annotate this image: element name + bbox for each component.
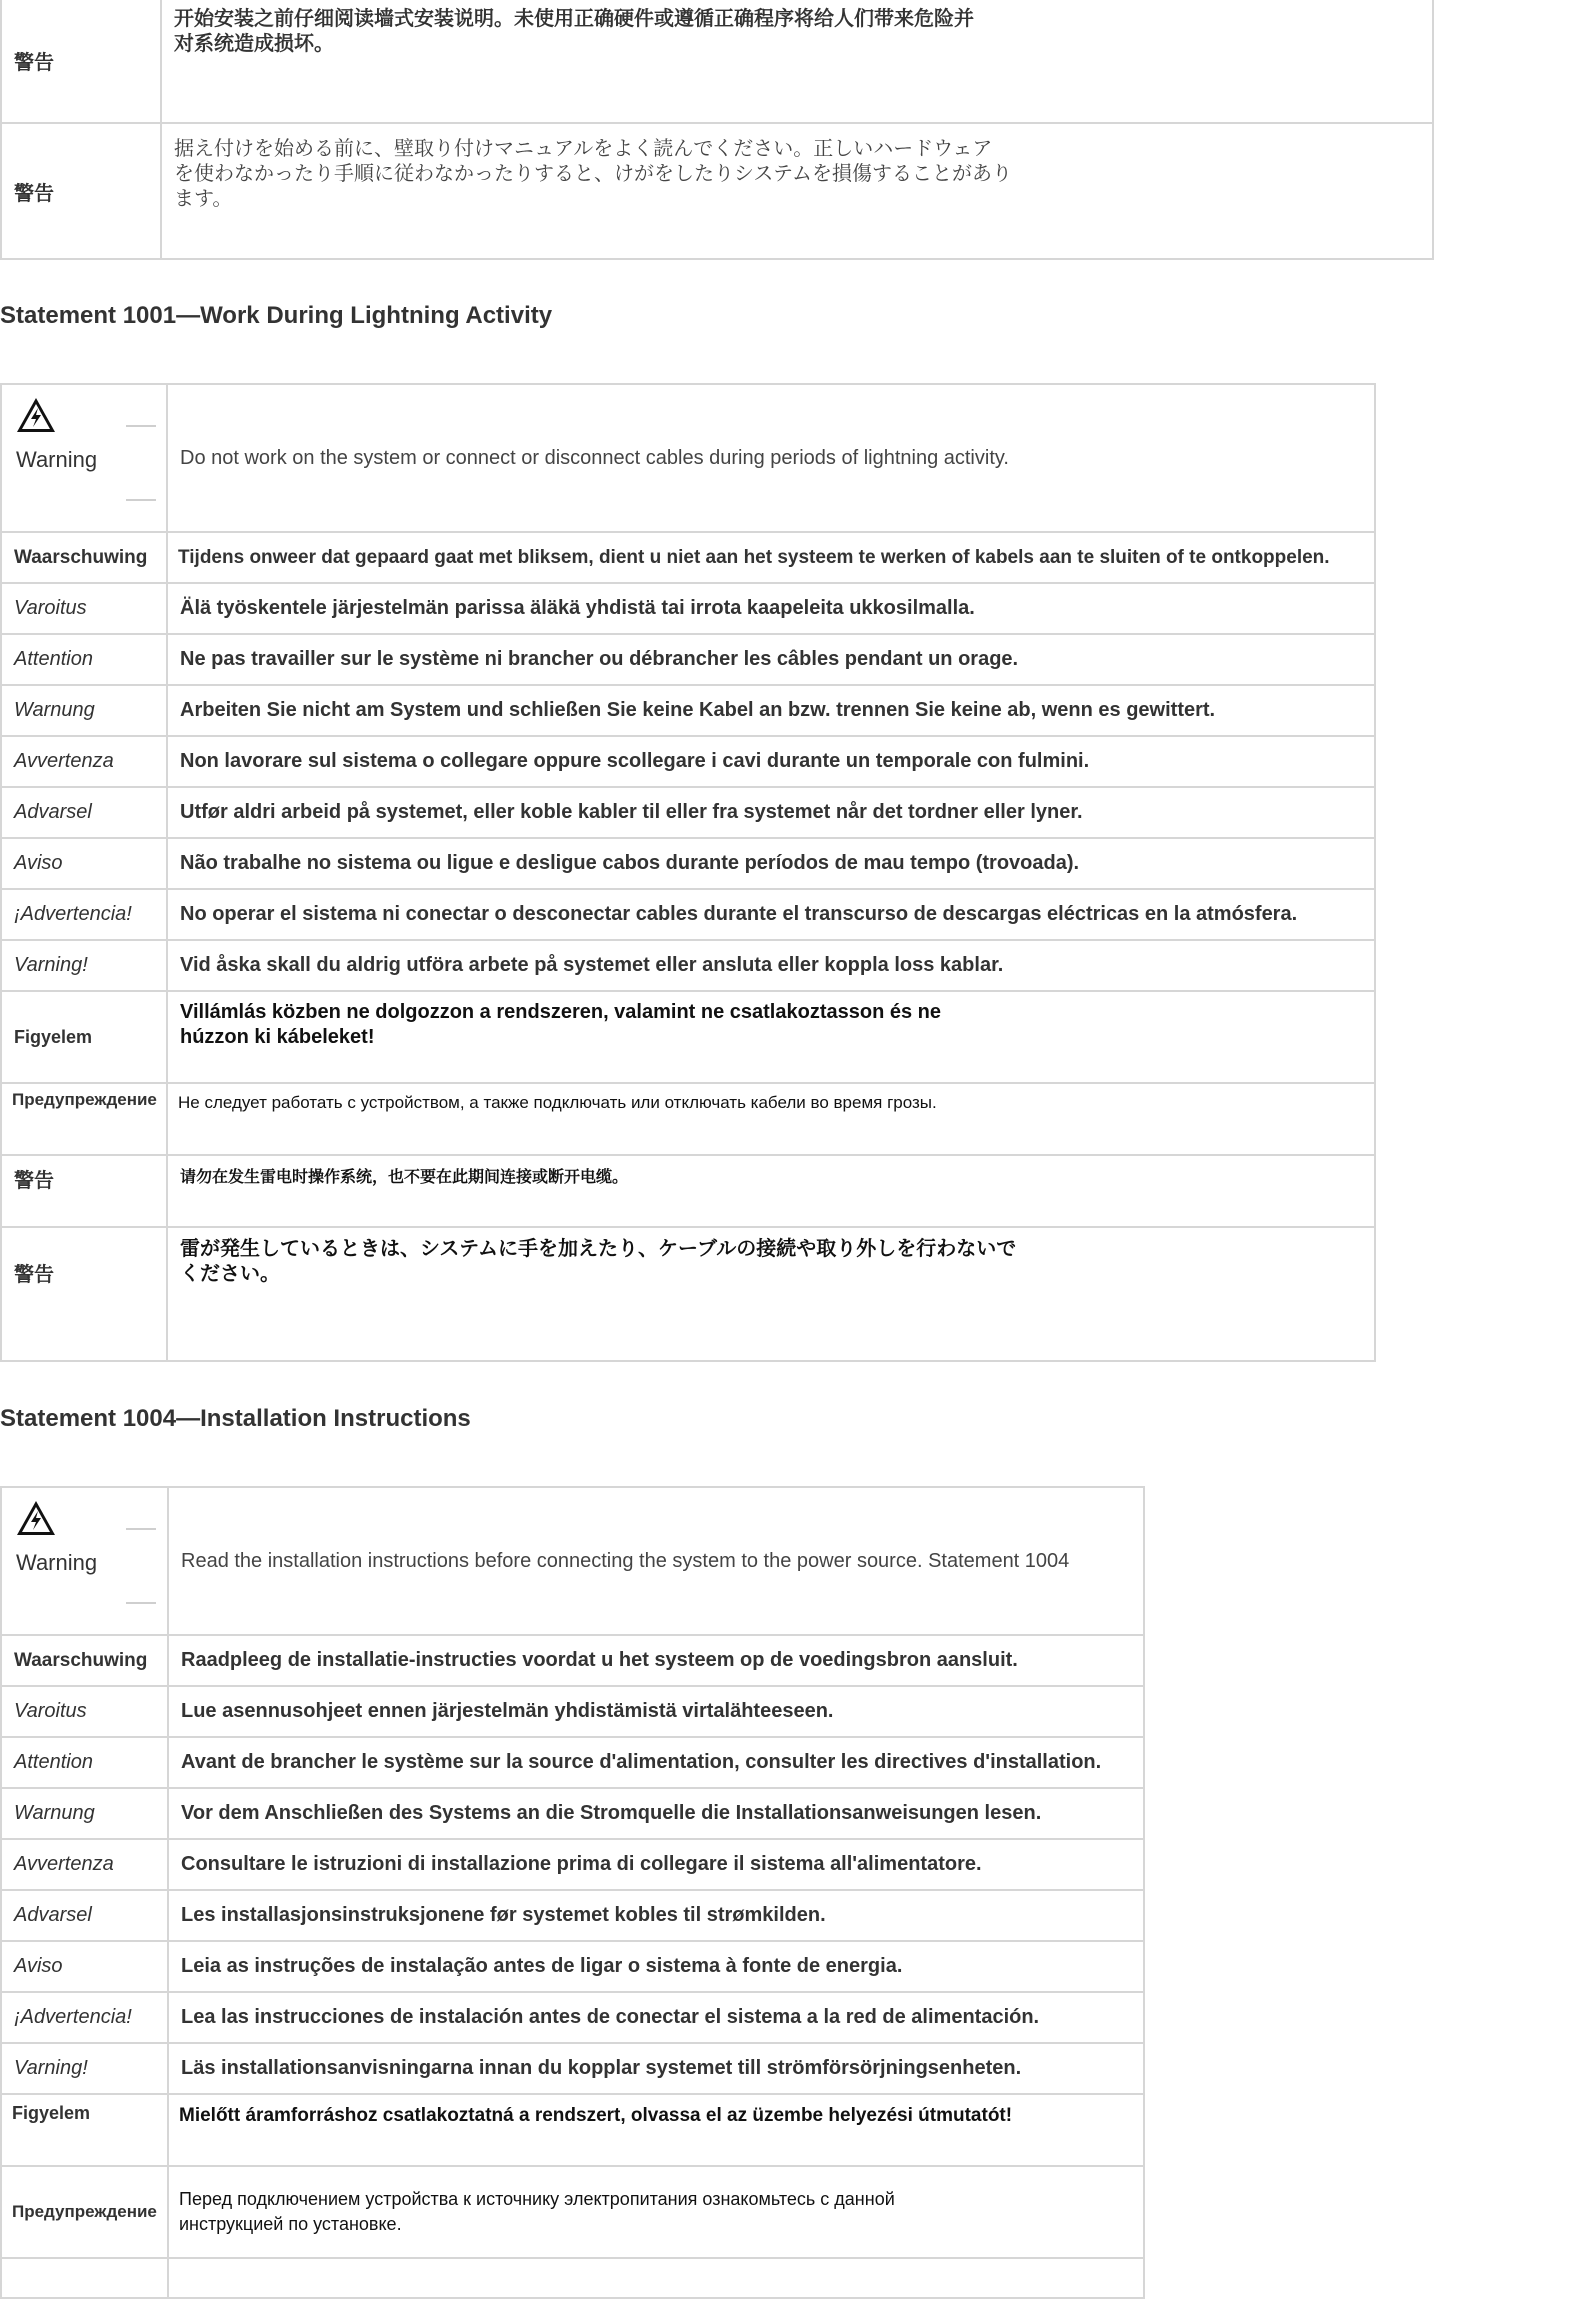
table-row	[1, 0, 1433, 123]
row-label: Varoitus	[1, 1686, 168, 1737]
table-row	[1, 2166, 1144, 2258]
row-text: 据え付けを始める前に、壁取り付けマニュアルをよく読んでください。正しいハードウェアを使わなかったり手順に従わなかったりすると、けがをしたりシステムを損傷することがあります。	[161, 123, 1433, 259]
row-label: ¡Advertencia!	[1, 1992, 168, 2043]
row-label: 警告	[1, 1227, 167, 1361]
warning-row	[1, 384, 1375, 532]
table-row	[1, 123, 1433, 259]
divider-dash	[126, 499, 156, 501]
statement-1001-heading: Statement 1001—Work During Lightning Activity	[0, 302, 553, 329]
table-row	[1, 787, 1375, 838]
warning-label: Warning	[16, 447, 98, 472]
divider-dash	[126, 425, 156, 427]
row-text: 雷が発生しているときは、システムに手を加えたり、ケーブルの接続や取り外しを行わないでください。	[167, 1227, 1375, 1361]
row-label: Warnung	[1, 1788, 168, 1839]
warning-label: Warning	[16, 1550, 98, 1575]
row-label: 警告	[1, 123, 161, 259]
row-label: Aviso	[1, 1941, 168, 1992]
row-text: Älä työskentele järjestelmän parissa äläkä yhdistä tai irrota kaapeleita ukkosilmalla.	[167, 583, 1375, 634]
table-row	[1, 1686, 1144, 1737]
row-text: Läs installationsanvisningarna innan du kopplar systemet till strömförsörjningsenheten.	[168, 2043, 1144, 2094]
table-row	[1, 1635, 1144, 1686]
row-label: Waarschuwing	[1, 1635, 168, 1686]
row-text: Vid åska skall du aldrig utföra arbete på systemet eller ansluta eller koppla loss kablar.	[167, 940, 1375, 991]
row-text: Raadpleeg de installatie-instructies voordat u het systeem op de voedingsbron aansluit.	[168, 1635, 1144, 1686]
row-label: Advarsel	[1, 1890, 168, 1941]
warning-cell	[1, 1487, 168, 1635]
row-text: Utfør aldri arbeid på systemet, eller koble kabler til eller fra systemet når det tordner eller lyner.	[167, 787, 1375, 838]
row-label: 警告	[1, 0, 161, 123]
row-text: 请勿在发生雷电时操作系统，也不要在此期间连接或断开电缆。	[167, 1155, 1375, 1227]
row-label: ¡Advertencia!	[1, 889, 167, 940]
row-text: Villámlás közben ne dolgozzon a rendszeren, valamint ne csatlakoztasson és ne húzzon ki kábeleket!	[167, 991, 1375, 1083]
row-label: Varning!	[1, 2043, 168, 2094]
table-row	[1, 2094, 1144, 2166]
divider-dash	[126, 1602, 156, 1604]
statement-1004-heading: Statement 1004—Installation Instructions	[0, 1405, 471, 1432]
row-text: Arbeiten Sie nicht am System und schließen Sie keine Kabel an bzw. trennen Sie keine ab, wenn es gewittert.	[167, 685, 1375, 736]
row-label: Avvertenza	[1, 1839, 168, 1890]
warning-triangle-icon	[16, 1500, 56, 1536]
table-row	[1, 1083, 1375, 1155]
table-row	[1, 583, 1375, 634]
warning-cell	[1, 384, 167, 532]
row-text: Avant de brancher le système sur la source d'alimentation, consulter les directives d'installation.	[168, 1737, 1144, 1788]
row-label: Varning!	[1, 940, 167, 991]
table-row	[1, 838, 1375, 889]
table-row	[1, 2258, 1144, 2298]
row-label: Attention	[1, 1737, 168, 1788]
row-text: Vor dem Anschließen des Systems an die Stromquelle die Installationsanweisungen lesen.	[168, 1788, 1144, 1839]
table-row	[1, 634, 1375, 685]
warning-text: Do not work on the system or connect or disconnect cables during periods of lightning activity.	[167, 384, 1375, 532]
row-text: Mielőtt áramforráshoz csatlakoztatná a rendszert, olvassa el az üzembe helyezési útmutatót!	[168, 2094, 1144, 2166]
row-label: Avvertenza	[1, 736, 167, 787]
divider-dash	[126, 1528, 156, 1530]
table-row	[1, 1737, 1144, 1788]
table-row	[1, 1839, 1144, 1890]
row-text: Consultare le istruzioni di installazione prima di collegare il sistema all'alimentatore.	[168, 1839, 1144, 1890]
row-text: Ne pas travailler sur le système ni brancher ou débrancher les câbles pendant un orage.	[167, 634, 1375, 685]
table-row	[1, 1227, 1375, 1361]
row-label: Figyelem	[1, 2094, 168, 2166]
top-warning-table	[0, 0, 1434, 260]
row-text: No operar el sistema ni conectar o desconectar cables durante el transcurso de descargas eléctricas en la atmósfera.	[167, 889, 1375, 940]
row-label: Attention	[1, 634, 167, 685]
row-label: Предупреждение	[1, 1083, 167, 1155]
table-row	[1, 940, 1375, 991]
row-label: Waarschuwing	[1, 532, 167, 583]
row-text: Non lavorare sul sistema o collegare oppure scollegare i cavi durante un temporale con fulmini.	[167, 736, 1375, 787]
table-row	[1, 1155, 1375, 1227]
table-row	[1, 889, 1375, 940]
table-row	[1, 2043, 1144, 2094]
row-text: Leia as instruções de instalação antes de ligar o sistema à fonte de energia.	[168, 1941, 1144, 1992]
row-text: Tijdens onweer dat gepaard gaat met bliksem, dient u niet aan het systeem te werken of kabels aan te sluiten of te ontkoppelen.	[167, 532, 1375, 583]
row-text: Не следует работать с устройством, а также подключать или отключать кабели во время грозы.	[167, 1083, 1375, 1155]
row-text: Lue asennusohjeet ennen järjestelmän yhdistämistä virtalähteeseen.	[168, 1686, 1144, 1737]
row-text: Перед подключением устройства к источнику электропитания ознакомьтесь с данной инструкцией по установке.	[168, 2166, 1144, 2258]
row-text: 开始安装之前仔细阅读墙式安装说明。未使用正确硬件或遵循正确程序将给人们带来危险并对系统造成损坏。	[161, 0, 1433, 123]
table-row	[1, 685, 1375, 736]
row-text: Lea las instrucciones de instalación antes de conectar el sistema a la red de alimentación.	[168, 1992, 1144, 2043]
row-text	[168, 2258, 1144, 2298]
table-row	[1, 1890, 1144, 1941]
table-row	[1, 532, 1375, 583]
row-label: Figyelem	[1, 991, 167, 1083]
warning-text: Read the installation instructions before connecting the system to the power source. Statement 1004	[168, 1487, 1144, 1635]
warning-row	[1, 1487, 1144, 1635]
row-text: Les installasjonsinstruksjonene før systemet kobles til strømkilden.	[168, 1890, 1144, 1941]
statement-1001-table	[0, 383, 1376, 1362]
table-row	[1, 1992, 1144, 2043]
statement-1004-table	[0, 1486, 1145, 2299]
table-row	[1, 1941, 1144, 1992]
row-label: 警告	[1, 1155, 167, 1227]
row-label: Warnung	[1, 685, 167, 736]
row-label: Varoitus	[1, 583, 167, 634]
row-label	[1, 2258, 168, 2298]
table-row	[1, 1788, 1144, 1839]
table-row	[1, 736, 1375, 787]
row-label: Advarsel	[1, 787, 167, 838]
table-row	[1, 991, 1375, 1083]
row-label: Aviso	[1, 838, 167, 889]
row-label: Предупреждение	[1, 2166, 168, 2258]
row-text: Não trabalhe no sistema ou ligue e desligue cabos durante períodos de mau tempo (trovoada).	[167, 838, 1375, 889]
warning-triangle-icon	[16, 397, 56, 433]
